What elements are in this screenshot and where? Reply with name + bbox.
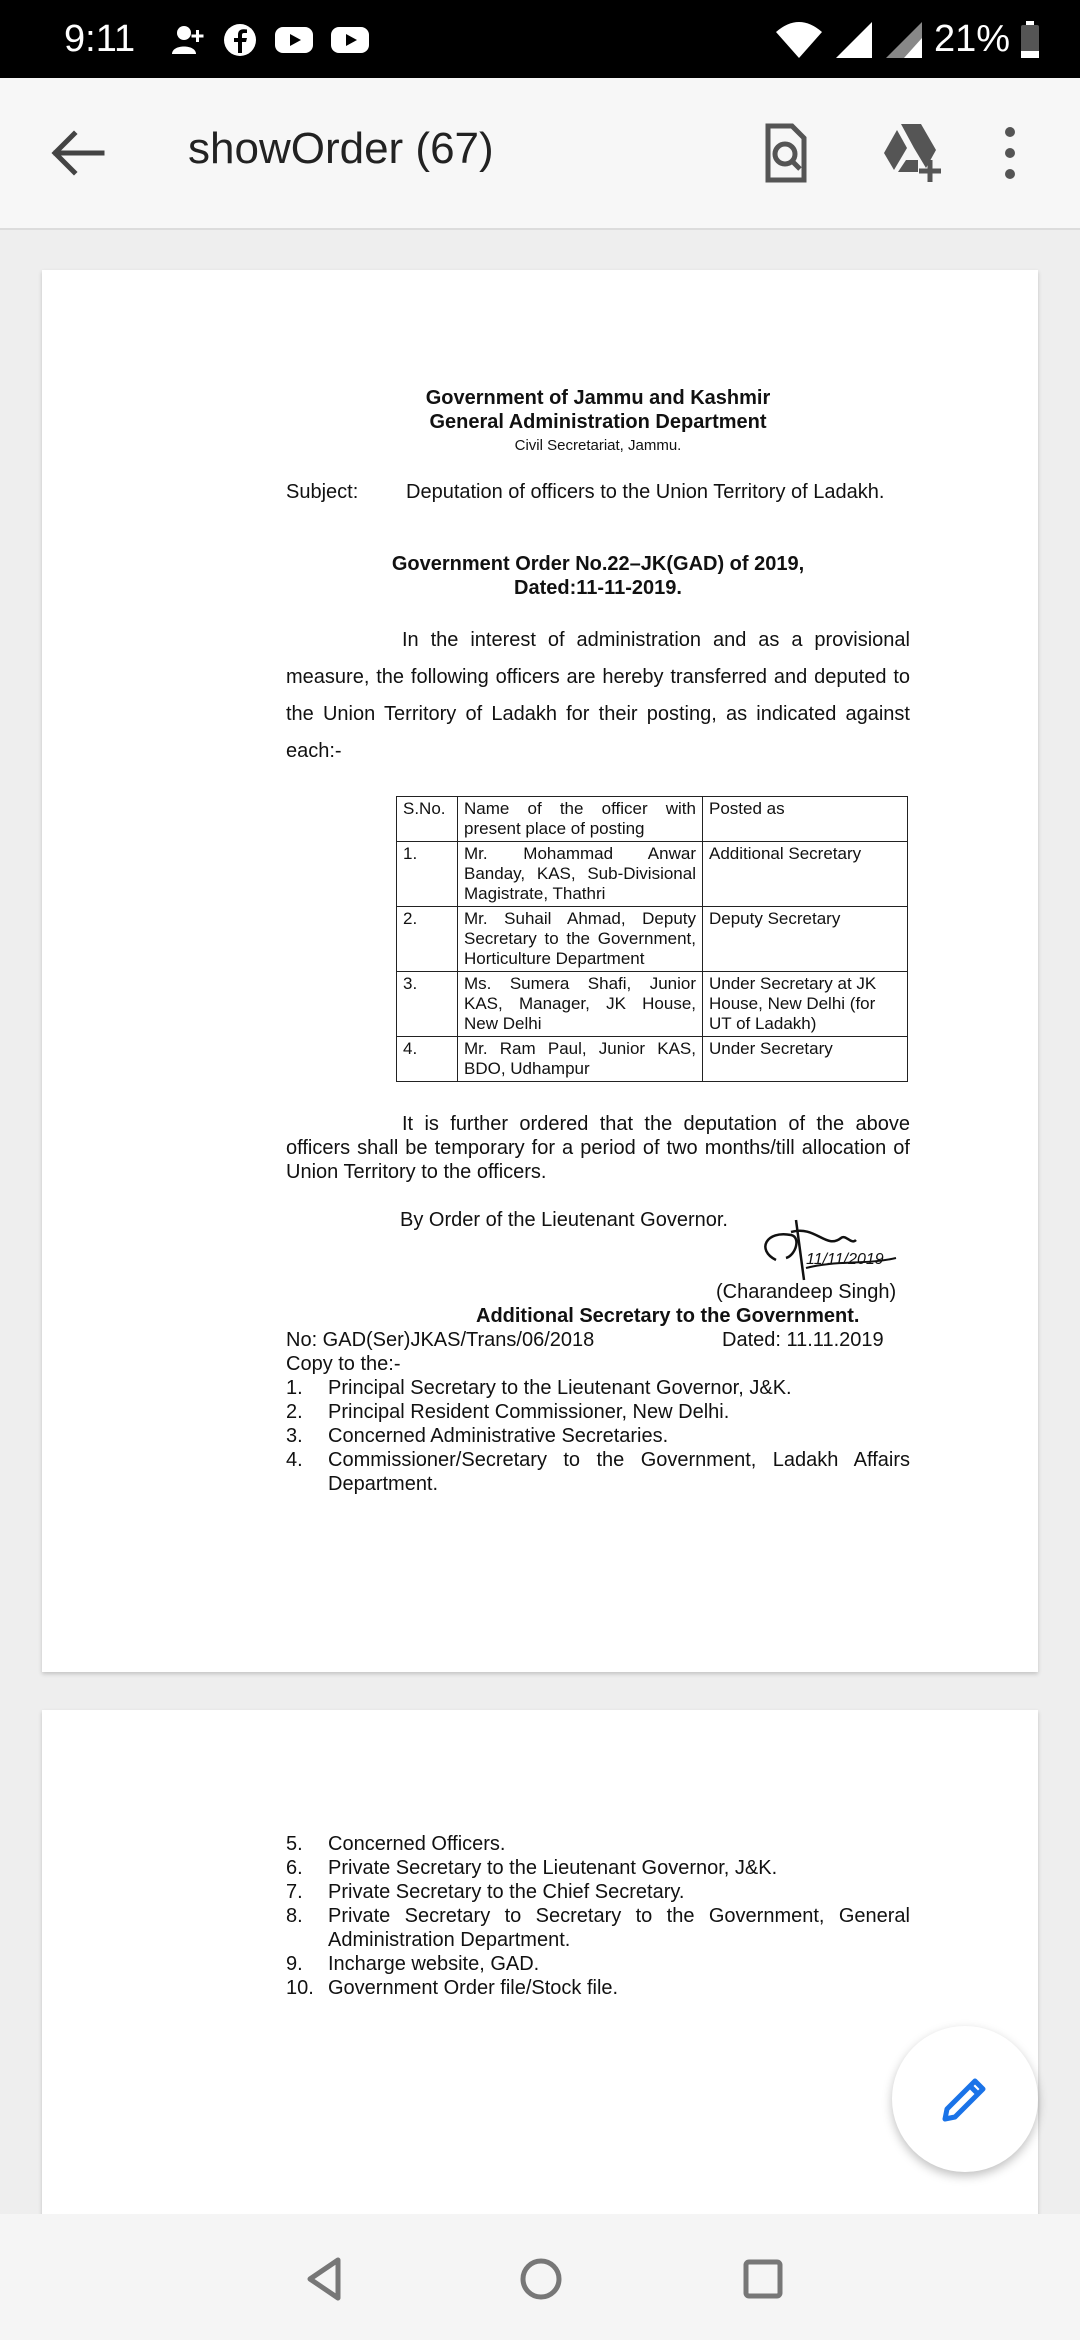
status-bar	[0, 0, 1080, 78]
table-cell: Mr. Ram Paul, Junior KAS, BDO, Udhampur	[458, 1037, 703, 1082]
list-text: Government Order file/Stock file.	[328, 1977, 619, 1999]
system-indicators	[774, 18, 1040, 61]
further-paragraph: It is further ordered that the deputation of the above officers shall be temporary for a period of two months/till allocation of Union Territory to the officers.	[286, 1113, 910, 1183]
table-cell: Mr. Mohammad Anwar Banday, KAS, Sub-Divisional Magistrate, Thathri	[458, 842, 703, 907]
list-item	[286, 1400, 910, 1424]
table-header-cell: S.No.	[397, 797, 458, 842]
list-item	[286, 1424, 910, 1448]
list-number: 9.	[286, 1953, 303, 1975]
status-time: 9:11	[64, 18, 136, 60]
header-government: Government of Jammu and Kashmir	[425, 387, 771, 409]
subject-text: Deputation of officers to the Union Territory of Ladakh.	[406, 481, 885, 503]
search-document-icon[interactable]	[750, 118, 820, 188]
list-number: 6.	[286, 1857, 303, 1879]
copy-list	[286, 1376, 910, 1496]
list-item	[286, 1952, 910, 1976]
list-text: Concerned Administrative Secretaries.	[328, 1425, 669, 1447]
reference-number: No: GAD(Ser)JKAS/Trans/06/2018	[286, 1329, 595, 1351]
list-number: 3.	[286, 1425, 303, 1447]
document-body	[286, 1710, 910, 2214]
order-number: Government Order No.22–JK(GAD) of 2019,	[391, 553, 805, 575]
recents-square-icon[interactable]	[738, 2254, 788, 2304]
youtube-icon	[330, 24, 370, 56]
list-number: 1.	[286, 1377, 303, 1399]
table-cell: 4.	[397, 1037, 458, 1082]
list-number: 4.	[286, 1449, 303, 1471]
table-cell: Additional Secretary	[703, 842, 908, 907]
table-cell: Under Secretary	[703, 1037, 908, 1082]
document-page-1	[42, 270, 1038, 1672]
system-nav-bar	[0, 2214, 1080, 2340]
document-body	[286, 270, 910, 1672]
table-cell: Ms. Sumera Shafi, Junior KAS, Manager, JK House, New Delhi	[458, 972, 703, 1037]
table-cell: 3.	[397, 972, 458, 1037]
home-circle-icon[interactable]	[516, 2254, 566, 2304]
facebook-icon	[222, 22, 258, 58]
edit-fab-button[interactable]	[892, 2026, 1038, 2172]
subject-line	[286, 480, 910, 504]
header-department: General Administration Department	[429, 411, 767, 433]
table-cell: 2.	[397, 907, 458, 972]
signal-icon	[834, 20, 874, 60]
list-number: 8.	[286, 1905, 303, 1927]
youtube-icon	[274, 24, 314, 56]
list-text: Principal Secretary to the Lieutenant Governor, J&K.	[328, 1377, 792, 1399]
list-text: Concerned Officers.	[328, 1833, 506, 1855]
list-item	[286, 1376, 910, 1400]
list-number: 7.	[286, 1881, 303, 1903]
table-row	[397, 907, 908, 972]
battery-icon	[1020, 21, 1040, 59]
more-vert-icon[interactable]	[990, 118, 1030, 188]
app-bar	[0, 78, 1080, 230]
subject-label: Subject:	[286, 481, 359, 503]
table-cell: Deputy Secretary	[703, 907, 908, 972]
table-header-row	[397, 797, 908, 842]
list-number: 2.	[286, 1401, 303, 1423]
pdf-viewer[interactable]	[0, 228, 1080, 2214]
list-item	[286, 1904, 910, 1952]
add-to-drive-icon[interactable]	[876, 118, 946, 188]
list-number: 10.	[286, 1977, 314, 1999]
wifi-icon	[774, 20, 824, 60]
table-cell: Under Secretary at JK House, New Delhi (for UT of Ladakh)	[703, 972, 908, 1037]
list-text: Private Secretary to Secretary to the Government, General Administration Department.	[328, 1905, 910, 1951]
list-text: Private Secretary to the Lieutenant Governor, J&K.	[328, 1857, 778, 1879]
list-text: Commissioner/Secretary to the Government, Ladakh Affairs Department.	[328, 1449, 910, 1495]
officers-table	[396, 796, 908, 1082]
notification-icons	[170, 22, 370, 58]
copy-to-heading: Copy to the:-	[286, 1353, 401, 1375]
list-text: Principal Resident Commissioner, New Delhi.	[328, 1401, 730, 1423]
header-address: Civil Secretariat, Jammu.	[514, 437, 682, 454]
table-row	[397, 842, 908, 907]
list-item	[286, 1448, 910, 1496]
by-order-line: By Order of the Lieutenant Governor.	[400, 1209, 728, 1231]
table-header-cell: Posted as	[703, 797, 908, 842]
table-row	[397, 1037, 908, 1082]
signatory-title: Additional Secretary to the Government.	[476, 1305, 860, 1327]
reference-date: Dated: 11.11.2019	[722, 1329, 884, 1351]
table-row	[397, 972, 908, 1037]
battery-percent: 21%	[933, 18, 1010, 60]
list-item	[286, 1880, 910, 1904]
order-date: Dated:11-11-2019.	[514, 577, 682, 599]
table-cell: Mr. Suhail Ahmad, Deputy Secretary to the Government, Horticulture Department	[458, 907, 703, 972]
list-item	[286, 1856, 910, 1880]
signature-date: 11/11/2019	[806, 1251, 884, 1268]
list-number: 5.	[286, 1833, 303, 1855]
add-person-icon	[170, 22, 206, 58]
copy-list	[286, 1832, 910, 2000]
intro-paragraph: In the interest of administration and as a provisional measure, the following officers are hereby transferred and deputed to the Union Territory of Ladakh for their posting, as indicated against each:-	[286, 629, 910, 762]
table-cell: 1.	[397, 842, 458, 907]
signal-icon	[884, 20, 924, 60]
list-item	[286, 1832, 910, 1856]
page-title: showOrder (67)	[188, 124, 494, 173]
signatory-name: (Charandeep Singh)	[716, 1281, 897, 1303]
list-text: Private Secretary to the Chief Secretary.	[328, 1881, 685, 1903]
back-triangle-icon[interactable]	[300, 2254, 350, 2304]
edit-pencil-icon	[937, 2071, 993, 2127]
list-item	[286, 1976, 910, 2000]
back-arrow-icon[interactable]	[44, 120, 110, 186]
table-header-cell: Name of the officer with present place of posting	[458, 797, 703, 842]
document-page-2	[42, 1710, 1038, 2214]
list-text: Incharge website, GAD.	[328, 1953, 540, 1975]
